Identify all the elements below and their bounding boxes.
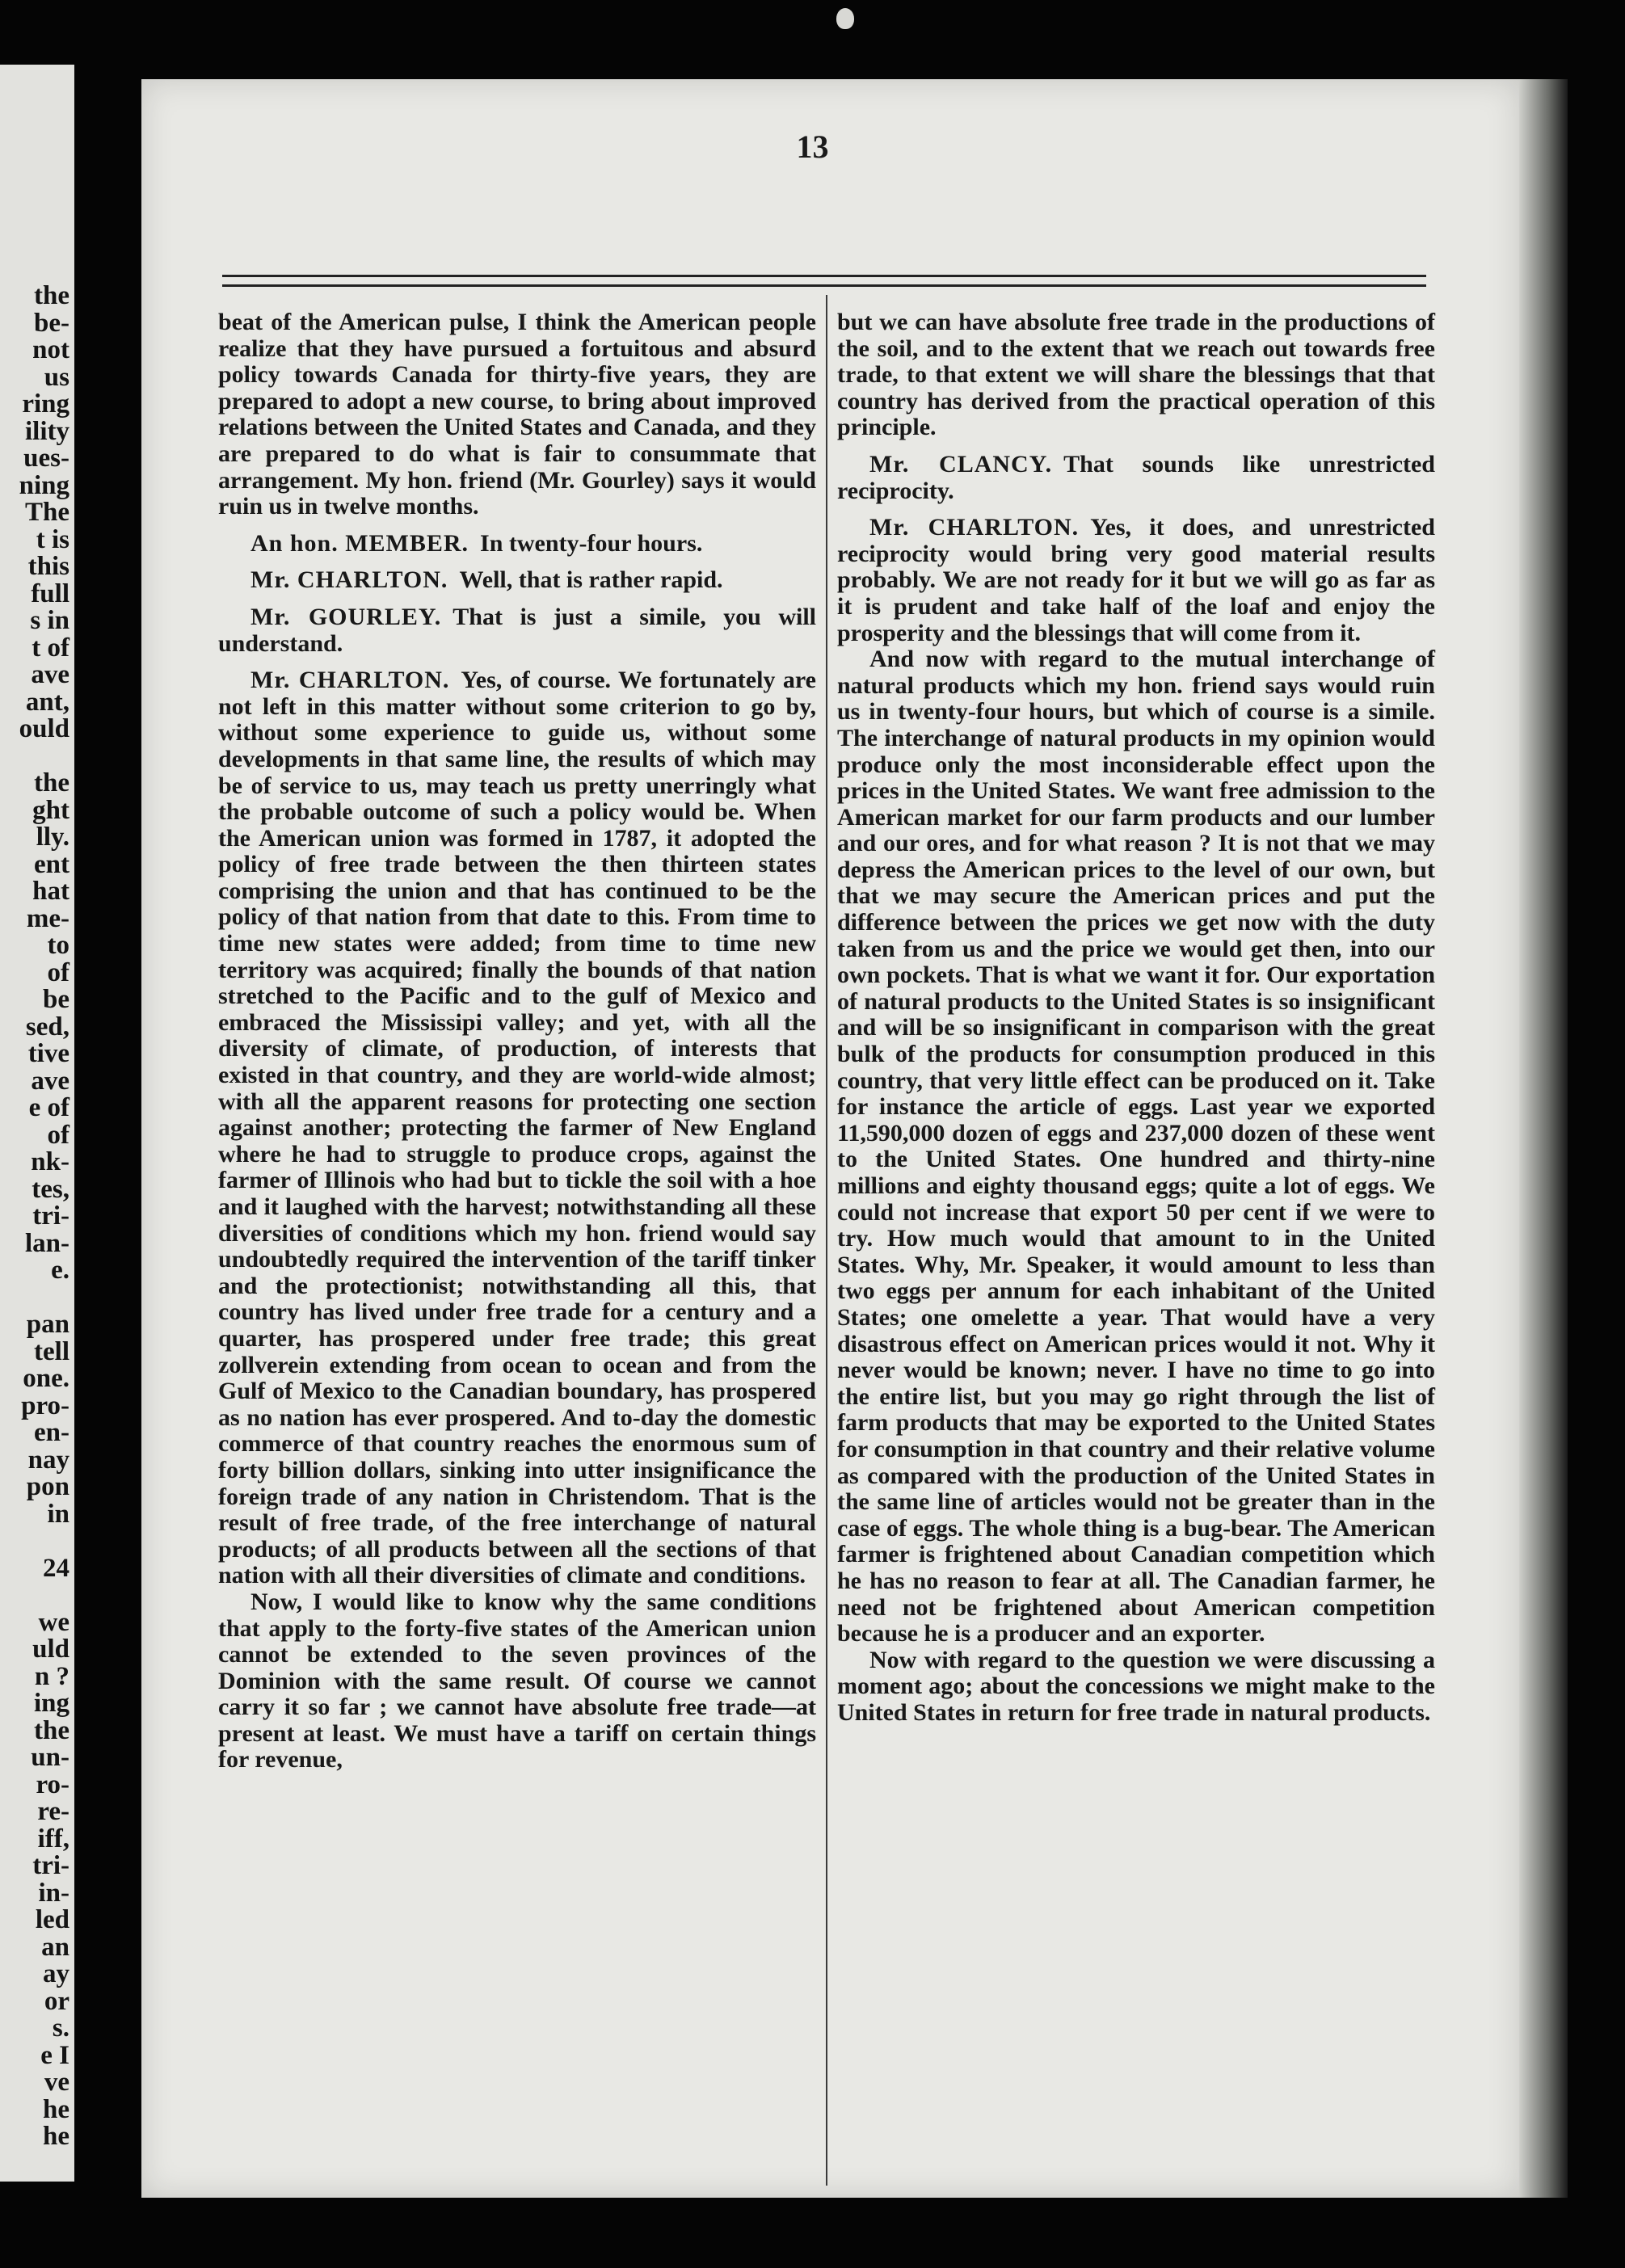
paragraph-text: That is just a simile, you will understand. — [218, 603, 816, 657]
paragraph-text: That sounds like unrestricted reciprocity. — [837, 450, 1435, 504]
speaker-name: Mr. CLANCY. — [869, 450, 1053, 478]
paragraph-text: Well, that is rather rapid. — [459, 566, 723, 594]
paragraph — [837, 515, 1435, 646]
paragraph-text: beat of the American pulse, I think the American people realize that they have pursued a fortuitous and absurd policy towards Canada for thirty-five years, they are prepared to adopt a new course, to bring about improved relations between the United States and Canada, and they are prepared to do what is fair to consummate that arrangement. My hon. friend (Mr. Gourley) says it would ruin us in twelve months. — [218, 309, 816, 520]
paragraph — [218, 1589, 816, 1774]
speaker-name: Mr. CHARLTON. — [869, 514, 1080, 541]
paragraph-text: In twenty-four hours. — [480, 529, 703, 557]
page-edge-shadow — [1519, 79, 1568, 2198]
speaker-name: Mr. CHARLTON. — [250, 667, 450, 694]
speaker-name: Mr. GOURLEY. — [250, 603, 442, 630]
column-divider — [826, 295, 827, 2186]
paragraph-text: And now with regard to the mutual interchange of natural products which my hon. friend says would ruin us in twenty-four hours, but which of course is a simile. The interchange of natural products in my opinion would produce only the most inconsiderable effect upon the prices in the United States. We want free admission to the American market for our farm products and our lumber and our ores, and for what reason ? It is not that we may depress the American prices to the level of our own, but that we may secure the American prices and put the difference between the prices we get now with the duty taken from us and the price we would get then, into our own pockets. That is what we want it for. Our exportation of natural products to the United States is so insignificant and will be so insignificant in comparison with the great bulk of the products for consumption produced in this country, that very little effect can be produced on it. Take for instance the article of eggs. Last year we exported 11,590,000 dozen of eggs and 237,000 dozen of these went to the United States. One hundred and thirty-nine millions and eighty thousand eggs; quite a lot of eggs. We could not increase that export 50 per cent if we were to try. How much would that amount to in the United States. Why, Mr. Speaker, it would amount to less than two eggs per annum for each inhabitant of the United States; one omelette a year. That would have a very disastrous effect on American prices would it not. Why it never would be known; never. I have no time to go into the entire list, but you may go right through the list of farm products that may be exported to the United States for consumption in that country and their relative volume as compared with the production of the United States in the same line of articles would not be greater than in the case of eggs. The whole thing is a bug-bear. The American farmer is frightened about Canadian competition which he has no reason to fear at all. The Canadian farmer, he need not be frightened about American competition because he is a producer and an exporter. — [837, 646, 1435, 1647]
paragraph — [218, 604, 816, 657]
speaker-name: An hon. MEMBER. — [250, 529, 469, 557]
header-rule-bottom — [222, 284, 1426, 287]
speaker-name: Mr. CHARLTON. — [250, 566, 448, 594]
paragraph — [837, 646, 1435, 1647]
paragraph-text: but we can have absolute free trade in the productions of the soil, and to the extent that we reach out towards free trade, to that extent we will share the blessings that that country has derived from the practical operation of this principle. — [837, 309, 1435, 441]
paragraph — [837, 452, 1435, 504]
paragraph — [218, 667, 816, 1589]
paragraph-text: Yes, it does, and unrestricted reciprocity would bring very good material results probably. We are not ready for it but we will go as far as it is prudent and take half of the loaf and enjoy the prosperity and the blessings that will come from it. — [837, 514, 1435, 646]
adjacent-page-fragment — [0, 65, 74, 2182]
page-number: 13 — [796, 128, 829, 165]
paragraph — [837, 1647, 1435, 1727]
adjacent-page-text: the be- not us ring ility ues- ning The t is this full s in t of ave ant, ould the ght lly. ent hat me- to of be sed, tive ave e of of nk- tes, tri- lan- e. pan tell one. pro- en- nay pon in 24 we uld n ? ing the un- ro- re- iff, tri- in- led an ay or s. e I ve he he — [19, 281, 69, 2151]
paragraph — [218, 567, 816, 594]
paragraph — [218, 309, 816, 520]
right-column — [837, 309, 1435, 1726]
paragraph — [218, 531, 816, 558]
paragraph-text: Yes, of course. We fortunately are not left in this matter without some criterion to go by, without some experience to guide us, without some developments in that same line, the results of which may be of service to us, may teach us pretty unerringly what the probable outcome of such a policy would be. When the American union was formed in 1787, it adopted the policy of free trade between the then thirteen states comprising the union and that has continued to be the policy of that nation from that date to this. From time to time new states were added; from time to time new territory was acquired; finally the bounds of that nation stretched to the Pacific and to the gulf of Mexico and embraced the Mississipi valley; and yet, with all the diversity of climate, of production, of interests that existed in that country, and they are world-wide almost; with all the apparent reasons for protecting one section against another; protecting the farmer of New England where he had to struggle to produce crops, against the farmer of Illinois who had but to tickle the soil with a hoe and it laughed with the harvest; notwithstanding all these diversities of conditions which my hon. friend would say undoubtedly required the intervention of the tariff tinker and the protectionist; notwithstanding all this, that country has lived under free trade for a century and a quarter, has prospered under free trade; this great zollverein extending from ocean to ocean and from the Gulf of Mexico to the Canadian boundary, has prospered as no nation has ever prospered. And to-day the domestic commerce of that country reaches the enormous sum of forty billion dollars, sinking into utter insignificance the foreign trade of any nation in Christendom. That is the result of free trade, of the free interchange of natural products; of all products between all the sections of that nation with all their diversities of climate and conditions. — [218, 667, 816, 1589]
left-column — [218, 309, 816, 1774]
paragraph — [837, 309, 1435, 441]
header-rule-top — [222, 275, 1426, 277]
film-mark — [836, 8, 854, 29]
paragraph-text: Now, I would like to know why the same conditions that apply to the forty-five states of the American union cannot be extended to the seven provinces of the Dominion with the same result. Of course we cannot carry it so far ; we cannot have absolute free trade—at present at least. We must have a tariff on certain things for revenue, — [218, 1588, 816, 1774]
paragraph-text: Now with regard to the question we were discussing a moment ago; about the concessions we might make to the United States in return for free trade in natural products. — [837, 1646, 1435, 1726]
